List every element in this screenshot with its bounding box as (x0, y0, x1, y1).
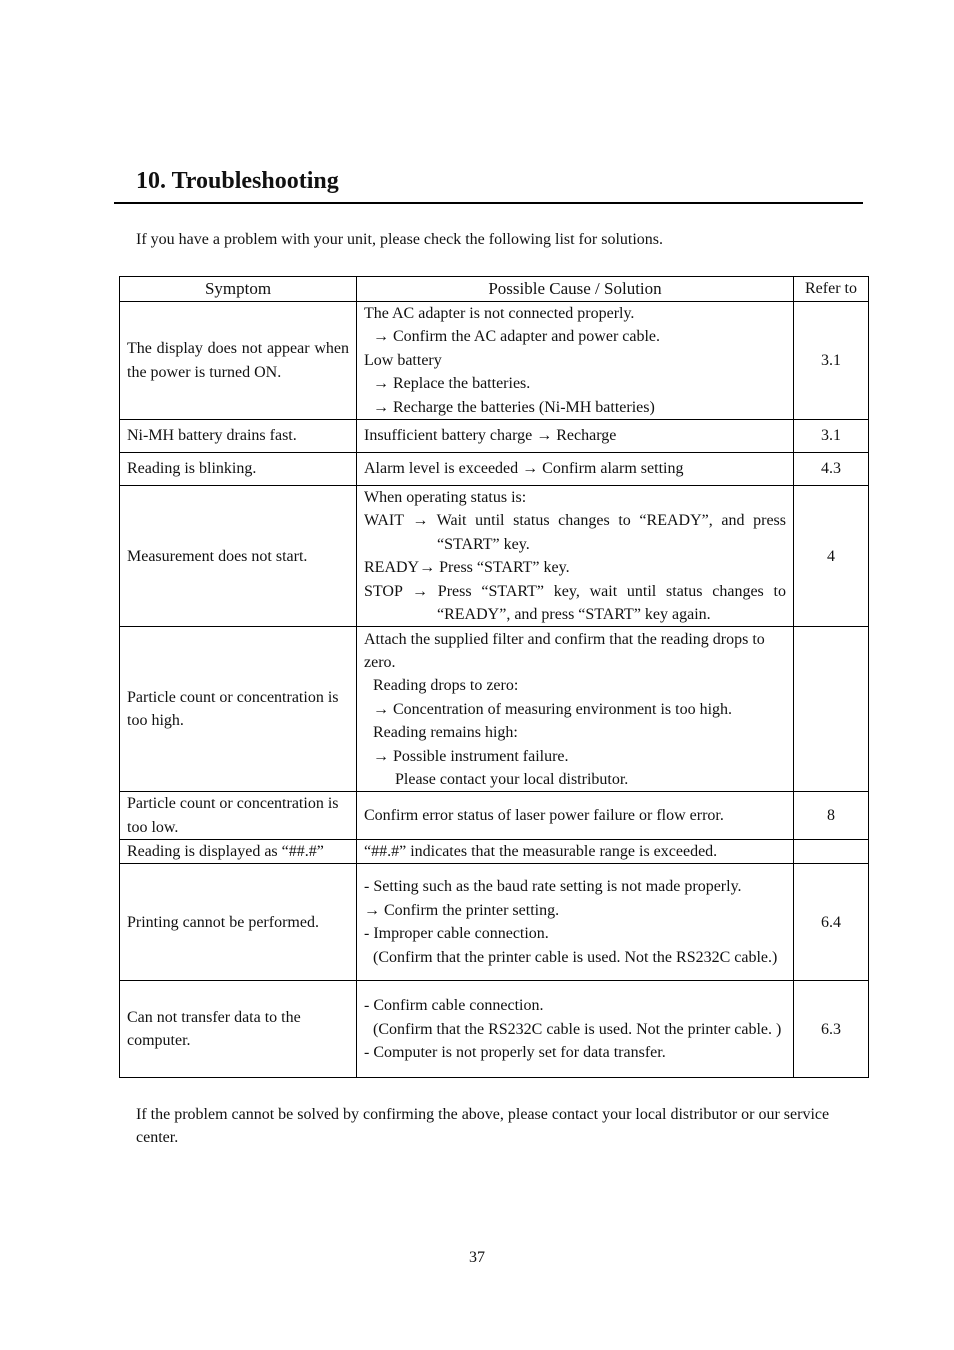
refer-cell (794, 840, 869, 864)
troubleshooting-table (119, 276, 869, 1078)
solution-line: Attach the supplied filter and confirm that the reading drops to zero. (364, 630, 765, 671)
table-row (120, 864, 869, 981)
solution-line: Alarm level is exceeded → Confirm alarm setting (364, 460, 684, 478)
symptom-cell: Particle count or concentration is too high. (120, 627, 357, 792)
solution-line: → Confirm the printer setting. (364, 901, 560, 919)
intro-text: If you have a problem with your unit, please check the following list for solutions. (136, 231, 663, 248)
refer-cell: 4 (794, 486, 869, 627)
solution-line: “##.#” indicates that the measurable range is exceeded. (364, 842, 718, 860)
solution-cell (357, 627, 794, 792)
table-row (120, 627, 869, 792)
solution-cell (357, 981, 794, 1078)
table-row (120, 453, 869, 486)
solution-line: The AC adapter is not connected properly. (364, 305, 635, 322)
solution-cell (357, 864, 794, 981)
table-row (120, 840, 869, 864)
table-header-row (120, 277, 869, 302)
table-row (120, 420, 869, 453)
table-row (120, 486, 869, 627)
refer-cell: 6.4 (794, 864, 869, 981)
solution-cell (357, 840, 794, 864)
refer-cell: 3.1 (794, 420, 869, 453)
symptom-cell: Printing cannot be performed. (120, 864, 357, 981)
solution-cell (357, 302, 794, 420)
symptom-cell: Can not transfer data to the computer. (120, 981, 357, 1078)
solution-line: → Confirm the AC adapter and power cable. (373, 328, 661, 346)
heading-rule (114, 202, 863, 204)
solution-line: - Setting such as the baud rate setting is not made properly. (364, 878, 742, 896)
solution-line: (Confirm that the RS232C cable is used. Not the printer cable. ) (373, 1020, 782, 1038)
solution-line: Insufficient battery charge → Recharge (364, 427, 617, 445)
solution-line: When operating status is: (364, 489, 527, 507)
symptom-cell: Measurement does not start. (120, 486, 357, 627)
solution-line: → Recharge the batteries (Ni-MH batteries) (373, 398, 655, 416)
solution-line: Reading remains high: (373, 724, 518, 742)
solution-line: → Concentration of measuring environment is too high. (373, 700, 733, 718)
page-number: 37 (469, 1249, 485, 1266)
symptom-cell: Particle count or concentration is too low. (120, 792, 357, 840)
symptom-cell: The display does not appear when the power is turned ON. (127, 340, 349, 381)
section-heading: 10. Troubleshooting (136, 168, 339, 194)
table-row (120, 792, 869, 840)
solution-line: WAIT → Wait until status changes to “READY”, and press “START” key. (364, 512, 786, 553)
solution-line: → Possible instrument failure. (373, 747, 569, 765)
refer-cell: 8 (794, 792, 869, 840)
solution-line: → Replace the batteries. (373, 375, 531, 393)
solution-cell (357, 792, 794, 840)
solution-line: STOP → Press “START” key, wait until status changes to “READY”, and press “START” key again. (364, 582, 786, 624)
header-symptom: Symptom (120, 277, 357, 302)
header-refer: Refer to (794, 277, 869, 302)
solution-line: - Improper cable connection. (364, 925, 549, 943)
solution-cell (357, 486, 794, 627)
refer-cell: 6.3 (794, 981, 869, 1078)
solution-line: READY→ Press “START” key. (364, 559, 570, 577)
closing-text: If the problem cannot be solved by confirming the above, please contact your local distributor or our service center. (136, 1106, 830, 1147)
solution-line: Low battery (364, 351, 442, 369)
refer-cell (794, 627, 869, 792)
solution-line: - Computer is not properly set for data transfer. (364, 1043, 666, 1061)
solution-line: Please contact your local distributor. (395, 770, 629, 788)
solution-line: Reading drops to zero: (373, 677, 519, 695)
solution-cell (357, 420, 794, 453)
solution-line: Confirm error status of laser power failure or flow error. (364, 807, 724, 825)
header-solution: Possible Cause / Solution (357, 277, 794, 302)
refer-cell: 4.3 (794, 453, 869, 486)
symptom-cell: Ni-MH battery drains fast. (120, 420, 357, 453)
symptom-cell: Reading is displayed as “##.#” (120, 840, 357, 864)
solution-line: (Confirm that the printer cable is used. Not the RS232C cable.) (373, 948, 778, 966)
table-row (120, 981, 869, 1078)
solution-cell (357, 453, 794, 486)
solution-line: - Confirm cable connection. (364, 997, 544, 1015)
refer-cell: 3.1 (794, 302, 869, 420)
table-row (120, 302, 869, 420)
symptom-cell: Reading is blinking. (120, 453, 357, 486)
